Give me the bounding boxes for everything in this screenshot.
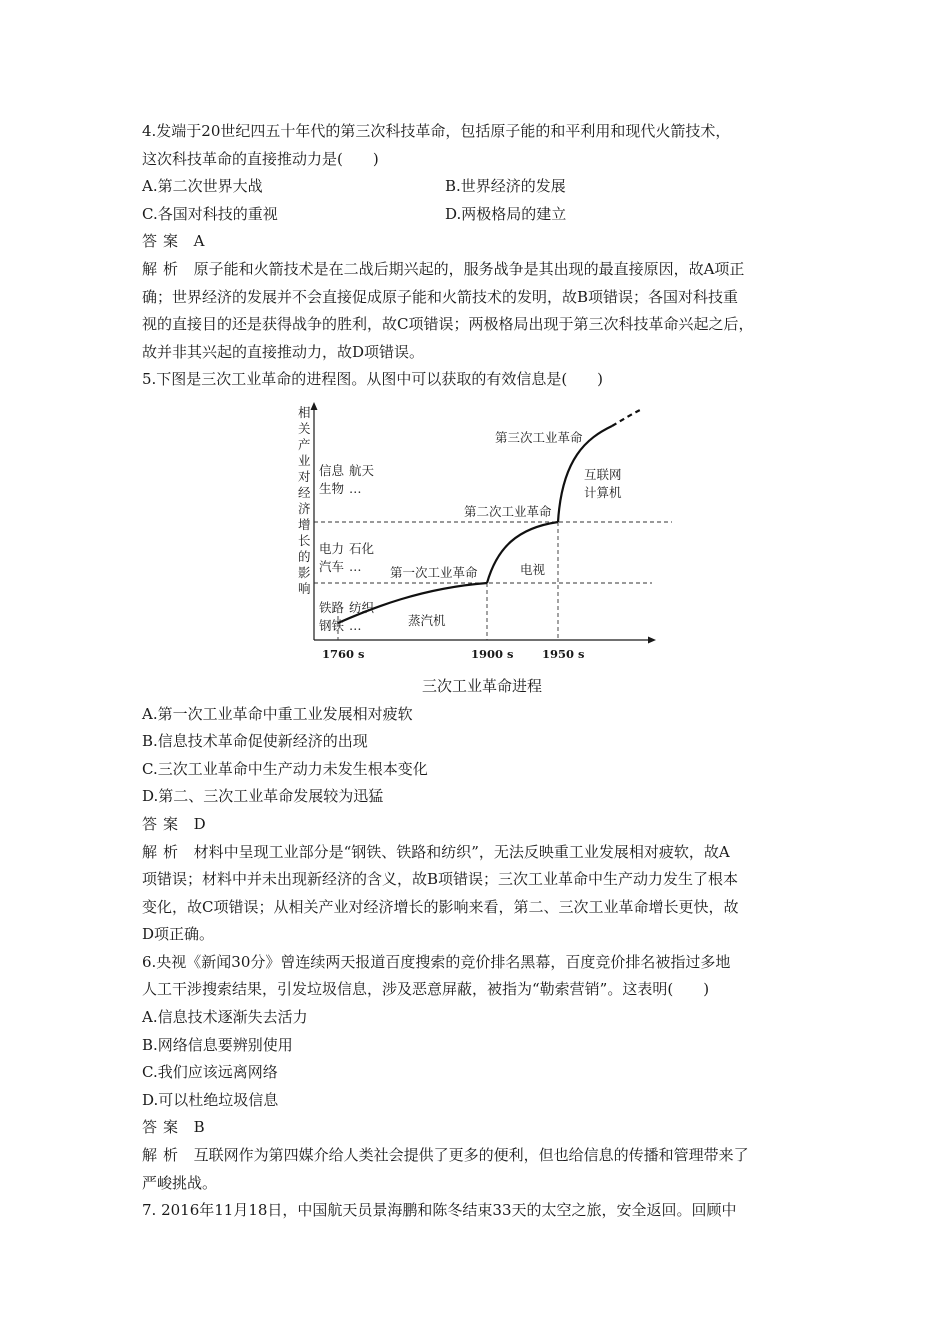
y-label-char: 产 [298,436,311,452]
document-page [142,118,822,1225]
y-label-char: 济 [298,500,311,516]
stage2-item: … [349,558,362,574]
q6-answer-label: 答案 [142,1118,185,1137]
q4-options-row1 [142,173,822,201]
stage3-item: 航天 [349,462,375,478]
q5-option-c: C.三次工业革命中生产动力未发生根本变化 [142,759,428,778]
stage2-item: 汽车 [319,558,345,574]
figure-svg [292,398,672,673]
q5-answer-value: D [193,814,206,833]
q6-stem-line1: 6.央视《新闻30分》曾连续两天报道百度搜索的竞价排名黑幕，百度竞价排名被指过多地 [142,952,731,971]
q4-option-c: C.各国对科技的重视 [142,204,278,223]
q5-analysis-label: 解析 [142,842,185,861]
q4-answer-label: 答案 [142,232,185,251]
y-label-char: 的 [298,548,311,564]
stage1-item: 蒸汽机 [408,612,446,628]
y-label-char: 影 [298,564,311,580]
q4-analysis-line4: 故并非其兴起的直接推动力，故D项错误。 [142,342,425,361]
y-label-char: 长 [298,532,311,548]
stage2-item: 电视 [520,561,546,577]
q4-stem-line1: 4.发端于20世纪四五十年代的第三次科技革命，包括原子能的和平利用和现代火箭技术， [142,122,731,140]
y-label-char: 业 [298,452,311,468]
y-label-char: 响 [298,580,311,596]
stage1-item: … [349,617,362,633]
q6-analysis-text: 互联网作为第四媒介给人类社会提供了更多的便利，但也给信息的传播和管理带来了 [193,1146,749,1165]
y-label-char: 相 [298,404,311,420]
q6-answer-value: B [193,1118,205,1137]
q4-analysis-line2: 确；世界经济的发展并不会直接促成原子能和火箭技术的发明，故B项错误；各国对科技重 [142,287,739,306]
label-second-revolution: 第二次工业革命 [464,503,552,519]
x-tick-1900: 1900 s [471,646,514,661]
q4-analysis-line1 [142,256,822,284]
x-axis-arrow [648,636,656,643]
q6-option-b: B.网络信息要辨别使用 [142,1035,293,1054]
stage1-item: 纺织 [349,599,375,615]
label-third-revolution: 第三次工业革命 [495,429,583,445]
q4-analysis-text: 原子能和火箭技术是在二战后期兴起的，服务战争是其出现的最直接原因，故A项正 [193,259,745,278]
q6-option-c: C.我们应该远离网络 [142,1063,278,1082]
q5-option-a: A.第一次工业革命中重工业发展相对疲软 [142,704,413,723]
q5-option-d: D.第二、三次工业革命发展较为迅猛 [142,787,384,806]
y-label-char: 增 [298,516,311,532]
q6-analysis-label: 解析 [142,1146,185,1165]
y-axis-arrow [311,402,318,410]
q4-answer [142,228,822,256]
stage3-item: 计算机 [584,484,622,500]
q6-option-a: A.信息技术逐渐失去活力 [142,1008,308,1027]
q5-analysis-text: 材料中呈现工业部分是“钢铁、铁路和纺织”，无法反映重工业发展相对疲软，故A [193,842,730,861]
q6-stem-line2: 人工干涉搜索结果，引发垃圾信息，涉及恶意屏蔽，被指为“勒索营销”。这表明( ) [142,980,710,999]
q7-stem-line1: 7. 2016年11月18日，中国航天员景海鹏和陈冬结束33天的太空之旅，安全返回。回顾中 [142,1201,737,1220]
x-tick-1760: 1760 s [322,646,365,661]
q6-analysis-line1 [142,1142,822,1170]
stage2-item: 石化 [349,540,375,556]
y-label-char: 关 [298,420,311,436]
stage3-item: … [349,480,362,496]
q4-option-b: B.世界经济的发展 [445,177,566,196]
q5-answer [142,811,822,839]
industrial-revolution-figure [142,398,822,673]
q4-analysis-line3: 视的直接目的还是获得战争的胜利，故C项错误；两极格局出现于第三次科技革命兴起之后， [142,315,754,334]
y-axis-label [298,405,311,596]
q5-answer-label: 答案 [142,814,185,833]
q5-analysis-line1 [142,839,822,867]
stage2-item: 电力 [319,540,345,556]
q5-stem: 5.下图是三次工业革命的进程图。从图中可以获取的有效信息是( ) [142,370,604,389]
q4-stem-line2: 这次科技革命的直接推动力是( ) [142,149,379,168]
q4-option-a: A.第二次世界大战 [142,177,263,196]
q5-analysis-line3: 变化，故C项错误；从相关产业对经济增长的影响来看，第二、三次工业革命增长更快，故 [142,897,739,916]
y-label-char: 对 [298,468,311,484]
q6-answer [142,1114,822,1142]
stage3-item: 生物 [319,480,345,496]
q5-option-b: B.信息技术革命促使新经济的出现 [142,732,368,751]
q4-answer-value: A [193,232,205,251]
q4-options-row2 [142,201,822,229]
x-tick-1950: 1950 s [542,646,585,661]
figure-caption: 三次工业革命进程 [421,676,542,695]
stage1-item: 铁路 [319,599,345,615]
y-label-char: 经 [298,484,311,500]
label-first-revolution: 第一次工业革命 [390,564,478,580]
q6-analysis-line2: 严峻挑战。 [142,1173,218,1192]
stage1-item: 钢铁 [319,617,345,633]
q4-option-d: D.两极格局的建立 [445,204,567,223]
q6-option-d: D.可以杜绝垃圾信息 [142,1090,279,1109]
stage3-item: 信息 [319,462,345,478]
stage3-item: 互联网 [584,466,622,482]
q5-analysis-line2: 项错误；材料中并未出现新经济的含义，故B项错误；三次工业革命中生产动力发生了根本 [142,870,739,889]
q5-analysis-line4: D项正确。 [142,925,215,944]
curve-future [612,410,640,426]
q4-analysis-label: 解析 [142,259,185,278]
